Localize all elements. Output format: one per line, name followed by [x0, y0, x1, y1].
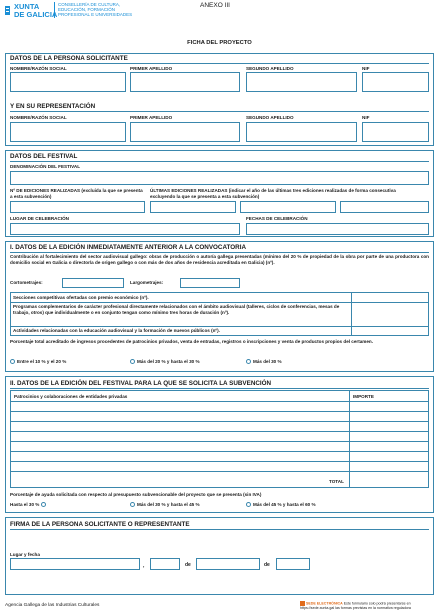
- comma-separator: ,: [143, 563, 145, 569]
- signature-title: FIRMA DE LA PERSONA SOLICITANTE O REPRESENTANTE: [10, 521, 190, 528]
- shorts-label: Cortometrajes:: [10, 280, 43, 285]
- radio-icon: [10, 359, 15, 364]
- option-upto-30[interactable]: [10, 502, 48, 508]
- rep-nif-label: NIF: [362, 115, 370, 120]
- percentage-text: Porcentaje total acreditado de ingresos procedentes de patrocinios privados, venta de entradas, registros o inscripciones y venta de productos propios del certamen.: [10, 339, 374, 344]
- section-applicant: [5, 53, 434, 146]
- sponsor-name-cell[interactable]: [11, 441, 349, 451]
- sign-place-field[interactable]: [10, 558, 140, 570]
- sponsor-name-cell[interactable]: [11, 431, 349, 441]
- sede-label: SEDE ELECTRÓNICA: [306, 601, 343, 606]
- rep-name-field[interactable]: [10, 122, 126, 142]
- radio-icon: [130, 359, 135, 364]
- criteria-row-1-field[interactable]: [352, 293, 428, 302]
- sponsor-name-cell[interactable]: [11, 411, 349, 421]
- rep-nif-field[interactable]: [362, 122, 429, 142]
- sponsor-name-cell[interactable]: [11, 401, 349, 411]
- sponsors-column-header: Patrocinios y colaboraciones de entidades privadas: [14, 394, 128, 399]
- annex-label: ANEXO III: [200, 2, 230, 9]
- section-previous-edition: [5, 241, 434, 372]
- sponsor-amount-cell[interactable]: [350, 401, 428, 411]
- applicant-name-field[interactable]: [10, 72, 126, 92]
- section-festival: [5, 150, 434, 237]
- option-45-60[interactable]: [246, 502, 316, 508]
- sponsor-amount-cell[interactable]: [350, 441, 428, 451]
- current-edition-title: II. DATOS DE LA EDICIÓN DEL FESTIVAL PARA LA QUE SE SOLICITA LA SUBVENCIÓN: [10, 380, 272, 387]
- applicant-surname1-field[interactable]: [130, 72, 240, 92]
- place-label: LUGAR DE CELEBRACIÓN: [10, 216, 69, 221]
- option-30-45-label: Más del 30 % y hasta el 45 %: [137, 502, 200, 507]
- sede-text: Este formulario solo podrá presentarse en https://sede.xunta.gal las formas previstas en la normativa reguladora: [300, 601, 411, 610]
- representative-title: Y EN SU REPRESENTACIÓN: [10, 103, 96, 110]
- radio-icon: [246, 502, 251, 507]
- shorts-field[interactable]: [62, 278, 124, 288]
- applicant-name-label: NOMBRE/RAZÓN SOCIAL: [10, 66, 67, 71]
- option-20-30[interactable]: [130, 359, 200, 365]
- rep-surname2-label: SEGUNDO APELLIDO: [246, 115, 294, 120]
- last-edition-2-field[interactable]: [240, 201, 336, 213]
- de-separator-2: de: [264, 562, 270, 568]
- criteria-table: [10, 292, 429, 336]
- criteria-row-3-field[interactable]: [352, 327, 428, 335]
- rep-surname1-field[interactable]: [130, 122, 240, 142]
- agency-name: Agencia Gallega de las Industrias Culturales: [5, 603, 100, 608]
- radio-icon: [246, 359, 251, 364]
- last-editions-label: ÚLTIMAS EDICIONES REALIZADAS (indicar el año de las últimas tres ediciones realizadas de forma consecutiva excluyendo la que se presenta a esta subvención): [150, 188, 396, 199]
- last-edition-1-field[interactable]: [150, 201, 236, 213]
- radio-icon: [41, 502, 46, 507]
- applicant-surname1-label: PRIMER APELLIDO: [130, 66, 173, 71]
- criteria-row-2-field[interactable]: [352, 303, 428, 326]
- conselleria-name: CONSELLERÍA DE CULTURA, EDUCACIÓN, FORMACIÓN PROFESIONAL E UNIVERSIDADES: [54, 2, 132, 18]
- total-amount-field[interactable]: [350, 477, 428, 487]
- footer-notice: [300, 601, 434, 610]
- festival-title: DATOS DEL FESTIVAL: [10, 153, 78, 160]
- place-date-label: Lugar y fecha: [10, 552, 40, 557]
- editions-field[interactable]: [10, 201, 145, 213]
- total-label: TOTAL: [329, 479, 344, 484]
- aid-percentage-text: Porcentaje de ayuda solicitada con respecto al presupuesto subvencionable del proyecto que se presenta (sin IVA): [10, 492, 262, 497]
- dates-field[interactable]: [246, 223, 429, 235]
- last-edition-3-field[interactable]: [340, 201, 429, 213]
- sign-day-field[interactable]: [150, 558, 180, 570]
- sign-month-field[interactable]: [196, 558, 260, 570]
- criteria-row-3-label: Actividades relacionadas con la educación audiovisual y la formación de nuevos públicos (nº).: [13, 328, 220, 333]
- sponsor-name-cell[interactable]: [11, 451, 349, 461]
- option-10-20[interactable]: [10, 359, 66, 365]
- option-upto-30-label: Hasta el 30 %: [10, 502, 40, 507]
- features-field[interactable]: [180, 278, 240, 288]
- rep-surname2-field[interactable]: [246, 122, 357, 142]
- section-current-edition: [5, 376, 434, 513]
- brand-name: XUNTA DE GALICIA: [14, 2, 58, 19]
- previous-edition-title: I. DATOS DE LA EDICIÓN INMEDIATAMENTE ANTERIOR A LA CONVOCATORIA: [10, 244, 247, 251]
- sponsor-amount-cell[interactable]: [350, 431, 428, 441]
- sponsor-amount-cell[interactable]: [350, 451, 428, 461]
- applicant-title: DATOS DE LA PERSONA SOLICITANTE: [10, 55, 128, 62]
- page-title: FICHA DEL PROYECTO: [187, 40, 252, 46]
- option-10-20-label: Entre el 10 % y el 20 %: [17, 359, 67, 364]
- sponsor-amount-cell[interactable]: [350, 421, 428, 431]
- option-over-30-label: Más del 30 %: [253, 359, 282, 364]
- xunta-emblem-icon: [4, 5, 12, 17]
- contribution-text: Contribución al fortalecimiento del sector audiovisual gallego: obras de producción o autoría gallega presentadas (mínimo del 20 % de propiedad de la obra por parte de una productora con domicilio social en Galicia o director/a de origen gallego o con más de dos años de residencia acreditada en Galicia) (nº).: [10, 254, 429, 265]
- option-over-30[interactable]: [246, 359, 282, 365]
- criteria-row-1-label: Secciones competitivas ofertadas con premio económico (nº).: [13, 295, 149, 300]
- sponsor-amount-cell[interactable]: [350, 461, 428, 471]
- place-field[interactable]: [10, 223, 240, 235]
- section-signature: [5, 517, 434, 595]
- features-label: Largometrajes:: [130, 280, 164, 285]
- xunta-logo: [4, 2, 58, 23]
- festival-name-field[interactable]: [10, 171, 429, 185]
- applicant-surname2-label: SEGUNDO APELLIDO: [246, 66, 294, 71]
- criteria-row-2-label: Programas complementarios de carácter profesional directamente relacionados con el ámbito audiovisual (talleres, ciclos de conferencias, mesas de trabajo, otros) que individualmente o en conjunto tengan como mínimo tres horas de duración (nº).: [13, 304, 340, 315]
- editions-label: Nº DE EDICIONES REALIZADAS (excluida la que se presenta a esta subvención): [10, 188, 143, 199]
- rep-name-label: NOMBRE/RAZÓN SOCIAL: [10, 115, 67, 120]
- dates-label: FECHAS DE CELEBRACIÓN: [246, 216, 308, 221]
- option-20-30-label: Más del 20 % y hasta el 30 %: [137, 359, 200, 364]
- option-30-45[interactable]: [130, 502, 200, 508]
- applicant-nif-label: NIF: [362, 66, 370, 71]
- sponsor-name-cell[interactable]: [11, 421, 349, 431]
- festival-name-label: DENOMINACIÓN DEL FESTIVAL: [10, 164, 81, 169]
- option-45-60-label: Más del 45 % y hasta el 60 %: [253, 502, 316, 507]
- sponsor-row-line: [11, 471, 428, 472]
- sponsor-amount-cell[interactable]: [350, 411, 428, 421]
- applicant-surname2-field[interactable]: [246, 72, 357, 92]
- rep-surname1-label: PRIMER APELLIDO: [130, 115, 173, 120]
- amount-column-header: IMPORTE: [353, 394, 374, 399]
- de-separator-1: de: [185, 562, 191, 568]
- sponsors-table: [10, 390, 429, 488]
- sign-year-field[interactable]: [276, 558, 310, 570]
- applicant-nif-field[interactable]: [362, 72, 429, 92]
- radio-icon: [130, 502, 135, 507]
- sponsor-name-cell[interactable]: [11, 461, 349, 471]
